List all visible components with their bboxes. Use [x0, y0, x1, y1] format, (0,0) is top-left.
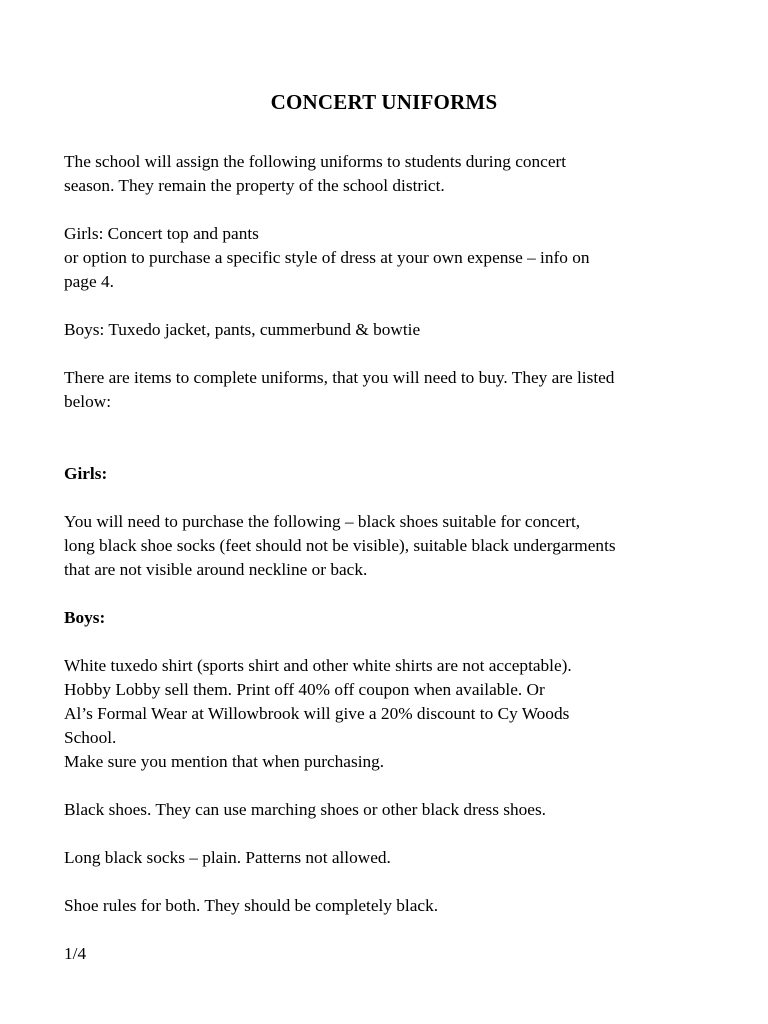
items-note-line-2: below: [64, 392, 112, 411]
intro-line-2: season. They remain the property of the school district. [64, 176, 445, 195]
girls-uniform-line-1: Girls: Concert top and pants [64, 224, 259, 243]
boys-shoes-line: Black shoes. They can use marching shoes or other black dress shoes. [64, 800, 546, 819]
boys-socks-line: Long black socks – plain. Patterns not allowed. [64, 848, 391, 867]
page-title: CONCERT UNIFORMS [270, 90, 498, 114]
boys-shirt-line-5: Make sure you mention that when purchasing. [64, 752, 385, 771]
intro-paragraph [64, 150, 714, 198]
boys-section-heading-paragraph [64, 606, 714, 630]
girls-uniform-line-3: page 4. [64, 272, 114, 291]
boys-shirt-paragraph [64, 654, 714, 774]
page-number: 1/4 [64, 944, 87, 963]
shoe-rules-paragraph [64, 894, 714, 918]
boys-shirt-line-3: Al’s Formal Wear at Willowbrook will give a 20% discount to Cy Woods [64, 704, 570, 723]
girls-section-paragraph [64, 510, 714, 582]
boys-shirt-line-4: School. [64, 728, 117, 747]
boys-shirt-line-1: White tuxedo shirt (sports shirt and other white shirts are not acceptable). [64, 656, 572, 675]
boys-socks-paragraph [64, 846, 714, 870]
girls-section-line-1: You will need to purchase the following – black shoes suitable for concert, [64, 512, 581, 531]
items-note-paragraph [64, 366, 714, 414]
girls-uniform-line-2: or option to purchase a specific style of dress at your own expense – info on [64, 248, 590, 267]
items-note-line-1: There are items to complete uniforms, that you will need to buy. They are listed [64, 368, 615, 387]
girls-section-heading: Girls: [64, 464, 108, 483]
boys-shoes-paragraph [64, 798, 714, 822]
girls-section-line-3: that are not visible around neckline or back. [64, 560, 368, 579]
girls-section-line-2: long black shoe socks (feet should not be visible), suitable black undergarments [64, 536, 616, 555]
spacer [64, 438, 714, 462]
boys-uniform-paragraph [64, 318, 714, 342]
document-body [64, 150, 714, 990]
shoe-rules-line: Shoe rules for both. They should be completely black. [64, 896, 439, 915]
boys-shirt-line-2: Hobby Lobby sell them. Print off 40% off coupon when available. Or [64, 680, 545, 699]
intro-line-1: The school will assign the following uniforms to students during concert [64, 152, 567, 171]
boys-uniform-line-1: Boys: Tuxedo jacket, pants, cummerbund & bowtie [64, 320, 421, 339]
girls-uniform-paragraph [64, 222, 714, 294]
page-number-paragraph [64, 942, 714, 966]
girls-section-heading-paragraph [64, 462, 714, 486]
boys-section-heading: Boys: [64, 608, 106, 627]
